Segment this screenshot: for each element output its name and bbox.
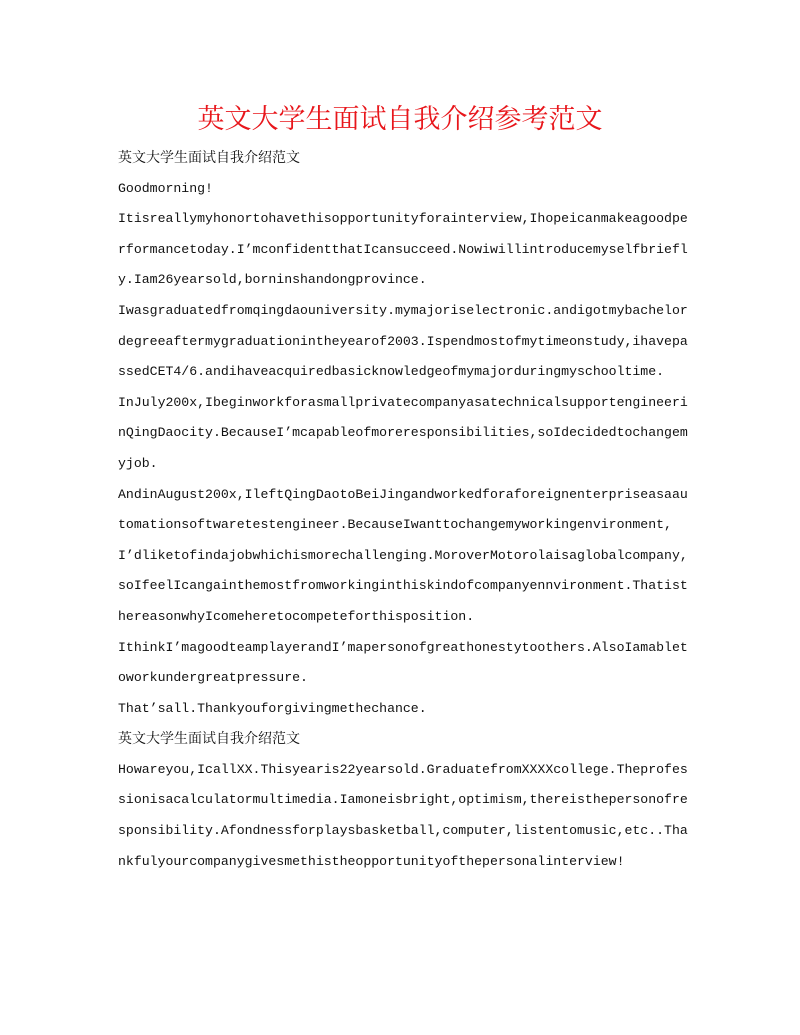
- education-paragraph: Iwasgraduatedfromqingdaouniversity.mymajoriselectronic.andigotmybachelordegreeaftermygraduationintheyearof2003.Ispendmostofmytimeonstudy,ihavepassedCET4/6.andihaveacquiredbasicknowledgeofmymajorduringmyschooltime.: [118, 302, 688, 380]
- first-job-paragraph: InJuly200x,IbeginworkforasmallprivatecompanyasatechnicalsupportengineerinQingDaocity.BecauseI’mcapableofmoreresponsibilities,soIdecidedtochangemyjob.: [118, 394, 688, 471]
- section-heading-1: 英文大学生面试自我介绍范文: [118, 150, 300, 166]
- second-sample-paragraph: Howareyou,IcallXX.Thisyearis22yearsold.GraduatefromXXXXcollege.Theprofessionisacalculatormultimedia.Iamoneisbright,optimism,thereisthepersonofresponsibility.Afondnessforplaysbasketball,computer,listentomusic,etc..Thankfulyourcompanygivesmethistheopportunityofthepersonalinterview!: [118, 761, 688, 869]
- second-job-paragraph: AndinAugust200x,IleftQingDaotoBeiJingandworkedforaforeignenterpriseasaautomationsoftwaretestengineer.BecauseIwanttochangemyworkingenvironment,I’dliketofindajobwhichismorechallenging.MoroverMotorolaisaglobalcompany,soIfeelIcangainthemostfromworkinginthiskindofcompanyennvironment.ThatisthereasonwhyIcomeheretocompeteforthisposition.: [118, 486, 688, 624]
- greeting-paragraph: Goodmorning!: [118, 180, 213, 196]
- document-body: [118, 143, 688, 877]
- personality-paragraph: IthinkI’magoodteamplayerandI’mapersonofgreathonestytoothers.AlsoIamabletoworkundergreatpressure.: [118, 639, 688, 686]
- intro-paragraph: Itisreallymyhonortohavethisopportunityforainterview,Ihopeicanmakeagoodperformancetoday.I’mconfidentthatIcansucceed.Nowiwillintroducemyselfbriefly.Iam26yearsold,borninshandongprovince.: [118, 211, 688, 288]
- section-heading-2: 英文大学生面试自我介绍范文: [118, 731, 300, 748]
- closing-paragraph: That’sall.Thankyouforgivingmethechance.: [118, 700, 427, 716]
- document-title: 英文大学生面试自我介绍参考范文: [197, 104, 603, 135]
